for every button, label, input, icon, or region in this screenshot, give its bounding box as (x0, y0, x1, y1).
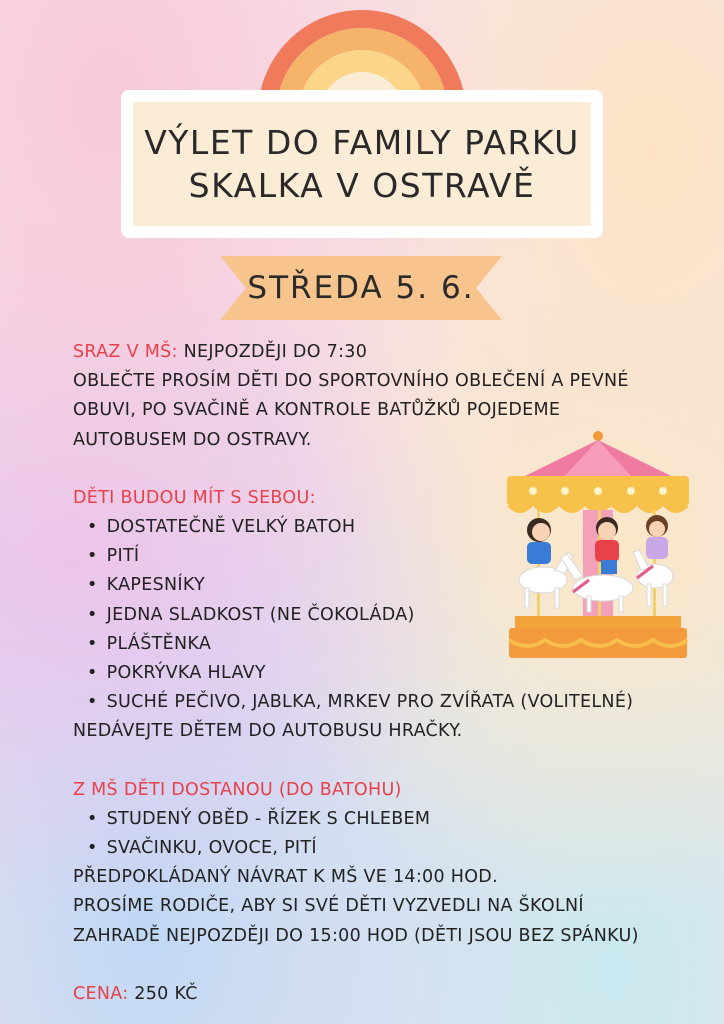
return-text-3: ZAHRADĚ NEJPOZDĚJI DO 15:00 HOD (DĚTI JSOU BEZ SPÁNKU) (73, 925, 639, 946)
list-item: • JEDNA SLADKOST (NE ČOKOLÁDA) (73, 601, 673, 630)
price-label: CENA: (73, 983, 129, 1004)
date-banner (220, 252, 502, 324)
list-item: • PLÁŠTĚNKA (73, 630, 673, 659)
return-text-1: PŘEDPOKLÁDANÝ NÁVRAT K MŠ VE 14:00 HOD. (73, 867, 498, 888)
list-item: • SUCHÉ PEČIVO, JABLKA, MRKEV PRO ZVÍŘATA (VOLITELNÉ) (73, 688, 673, 717)
meeting-text-2: OBUVI, PO SVAČINĚ A KONTROLE BATŮŽKŮ POJEDEME (73, 400, 561, 421)
list-item: • DOSTATEČNĚ VELKÝ BATOH (73, 513, 673, 542)
list-item: • POKRÝVKA HLAVY (73, 659, 673, 688)
price-line (73, 980, 673, 1009)
return-text-2: PROSÍME RODIČE, ABY SI SVÉ DĚTI VYZVEDLI NA ŠKOLNÍ (73, 896, 584, 917)
title-card (121, 90, 603, 238)
bring-heading: DĚTI BUDOU MÍT S SEBOU: (73, 487, 316, 508)
list-item: • STUDENÝ OBĚD - ŘÍZEK S CHLEBEM (73, 805, 673, 834)
page-title-line-2: SKALKA V OSTRAVĚ (188, 166, 536, 205)
price-value: 250 KČ (128, 983, 198, 1004)
receive-heading: Z MŠ DĚTI DOSTANOU (DO BATOHU) (73, 779, 402, 800)
title-inner (133, 102, 591, 226)
meeting-label: SRAZ V MŠ: (73, 342, 178, 362)
meeting-line (73, 338, 673, 367)
list-item: • PITÍ (73, 542, 673, 571)
page-title-line-1: VÝLET DO FAMILY PARKU (144, 123, 580, 162)
meeting-text-1: OBLEČTE PROSÍM DĚTI DO SPORTOVNÍHO OBLEČENÍ A PEVNÉ (73, 371, 629, 392)
carousel-icon (503, 430, 693, 660)
meeting-text-3: AUTOBUSEM DO OSTRAVY. (73, 429, 312, 450)
meeting-value: NEJPOZDĚJI DO 7:30 (177, 342, 368, 362)
event-date: STŘEDA 5. 6. (247, 270, 475, 306)
list-item: • SVAČINKU, OVOCE, PITÍ (73, 834, 673, 863)
list-item: • KAPESNÍKY (73, 571, 673, 600)
bring-note: NEDÁVEJTE DĚTEM DO AUTOBUSU HRAČKY. (73, 721, 463, 742)
